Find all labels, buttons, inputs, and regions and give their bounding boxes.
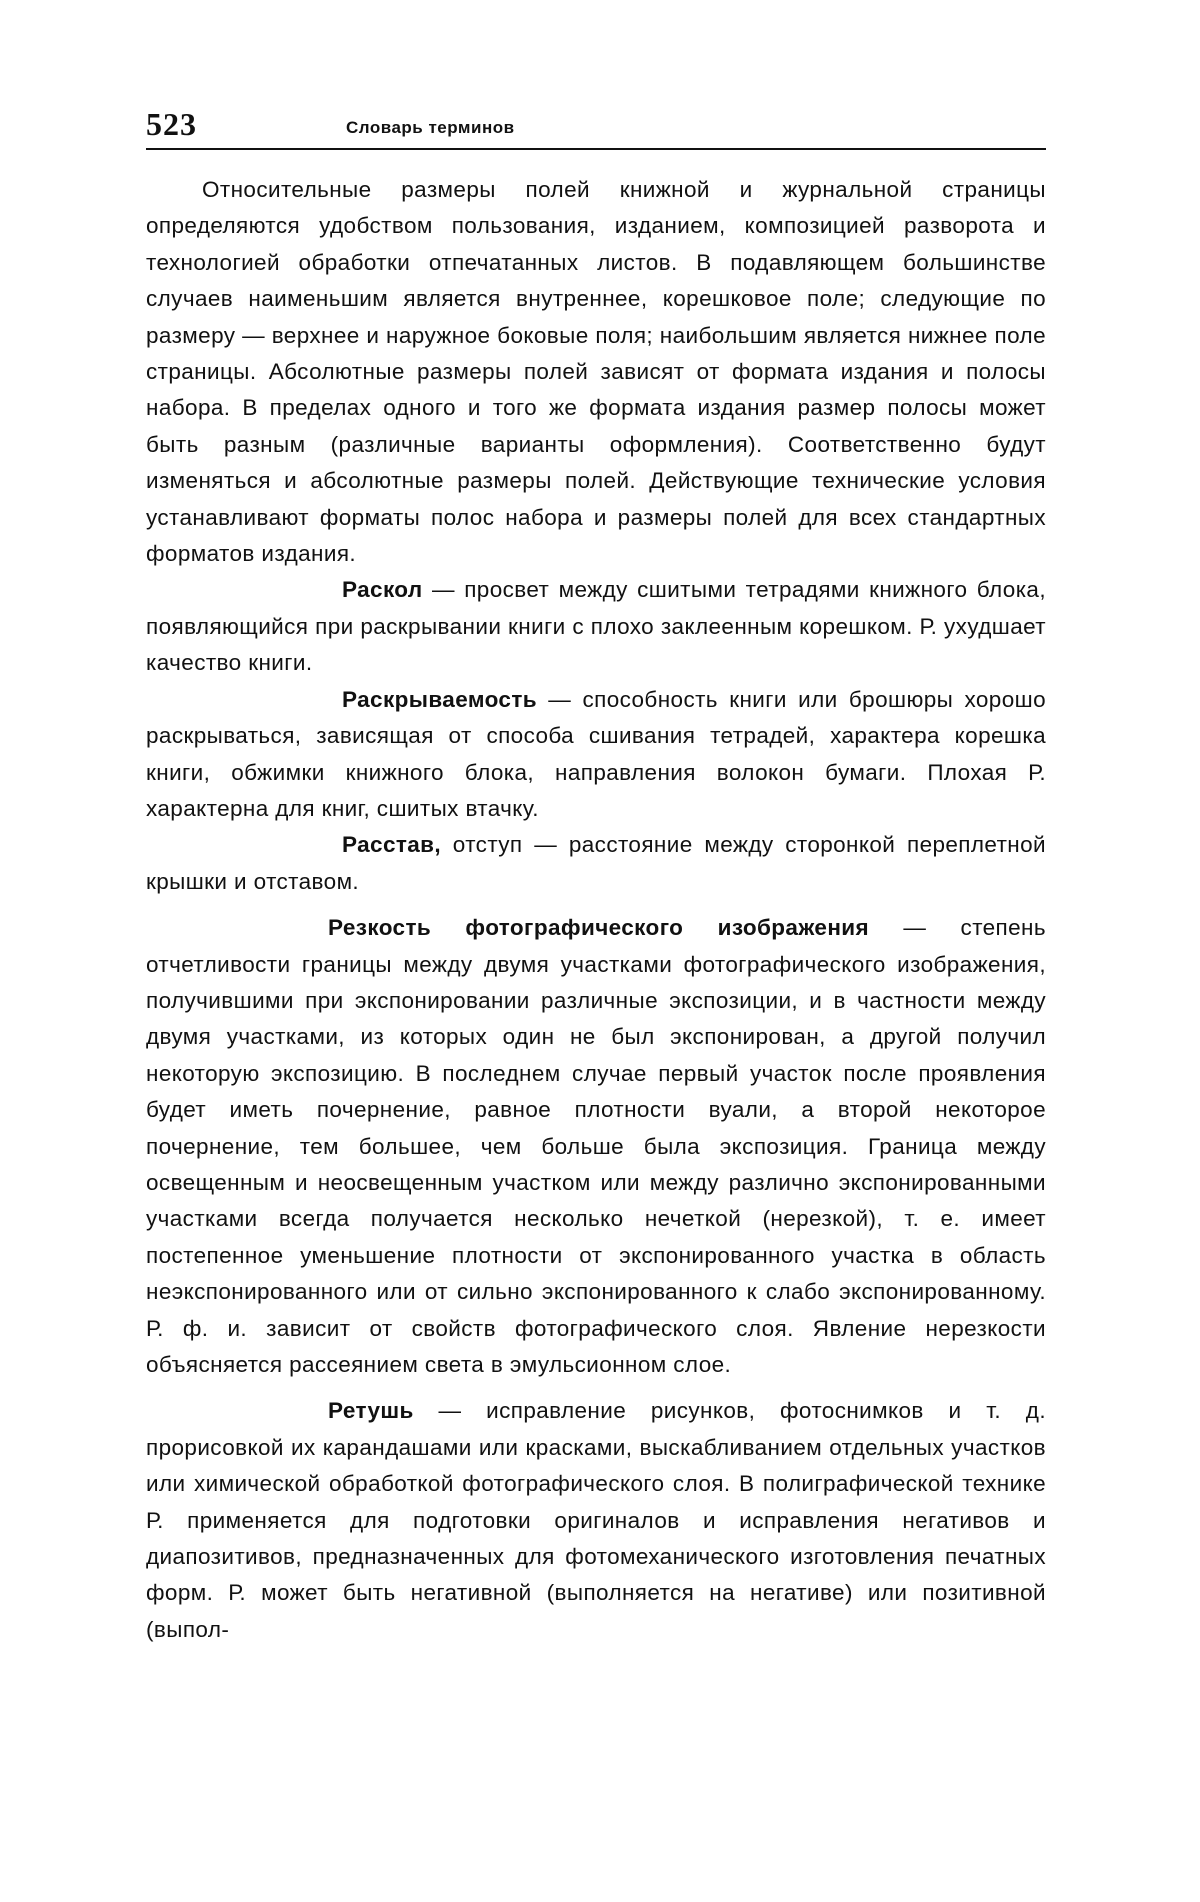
book-page	[146, 106, 1046, 1648]
page-number: 523	[146, 106, 197, 142]
entry-definition: отступ — расстояние между сторонкой переплетной крышки и отставом.	[146, 832, 1046, 894]
running-head: Словарь терминов	[346, 118, 515, 137]
entry-paragraph	[146, 572, 1046, 681]
entry-rasstav	[146, 827, 1046, 900]
entry-definition: — степень отчетливости границы между двумя участками фотографического изображения, получившими при экспонировании различные экспозиции, и в частности между двумя участками, из которых один не был экспонирован, а другой получил некоторую экспозицию. В последнем случае первый участок после проявления будет иметь почернение, равное плотности вуали, а второй некоторое почернение, тем большее, чем больше была экспозиция. Граница между освещенным и неосвещенным участком или между различно экспонированными участками всегда получается несколько нечеткой (нерезкой), т. е. имеет постепенное уменьшение плотности от экспонированного участка в область неэкспонированного или от сильно экспонированного к слабо экспонированному. Р. ф. и. зависит от свойств фотографического слоя. Явление нерезкости объясняется рассеянием света в эмульсионном слое.	[146, 915, 1046, 1377]
entry-paragraph	[146, 910, 1046, 1383]
entry-term: Раскрываемость	[342, 686, 537, 712]
entry-retush	[146, 1393, 1046, 1648]
entry-rezkost	[146, 910, 1046, 1383]
entry-term: Ретушь	[328, 1398, 414, 1424]
entry-term: Расстав,	[342, 832, 442, 858]
entry-raskol	[146, 572, 1046, 681]
entry-definition: — исправление рисунков, фотоснимков и т. д. прорисовкой их карандашами или красками, выскабливанием отдельных участков или химической обработкой фотографического слоя. В полиграфической технике Р. применяется для подготовки оригиналов и исправления негативов и диапозитивов, предназначенных для фотомеханического изготовления печатных форм. Р. может быть негативной (выполняется на негативе) или позитивной (выпол-	[146, 1398, 1046, 1642]
intro-paragraph: Относительные размеры полей книжной и журнальной страницы определяются удобством пользования, изданием, композицией разворота и технологией обработки отпечатанных листов. В подавляющем большинстве случаев наименьшим является внутреннее, корешковое поле; следующие по размеру — верхнее и наружное боковые поля; наибольшим является нижнее поле страницы. Абсолютные размеры полей зависят от формата издания и полосы набора. В пределах одного и того же формата издания размер полосы может быть разным (различные варианты оформления). Соответственно будут изменяться и абсолютные размеры полей. Действующие технические условия устанавливают форматы полос набора и размеры полей для всех стандартных форматов издания.	[146, 177, 1046, 567]
page-header	[146, 106, 1046, 150]
entry-raskryvaemost	[146, 682, 1046, 828]
entry-paragraph	[146, 682, 1046, 828]
entry-paragraph	[146, 1393, 1046, 1648]
page-body	[146, 172, 1046, 1648]
entry-term: Раскол	[342, 577, 423, 603]
entry-term: Резкость фотографического изображения	[328, 915, 870, 941]
entry-paragraph	[146, 827, 1046, 900]
entry-definition: — способность книги или брошюры хорошо раскрываться, зависящая от способа сшивания тетрадей, характера корешка книги, обжимки книжного блока, направления волокон бумаги. Плохая Р. характерна для книг, сшитых втачку.	[146, 686, 1046, 821]
entry-definition: — просвет между сшитыми тетрадями книжного блока, появляющийся при раскрывании книги с плохо заклеенным корешком. Р. ухудшает качество книги.	[146, 577, 1046, 676]
